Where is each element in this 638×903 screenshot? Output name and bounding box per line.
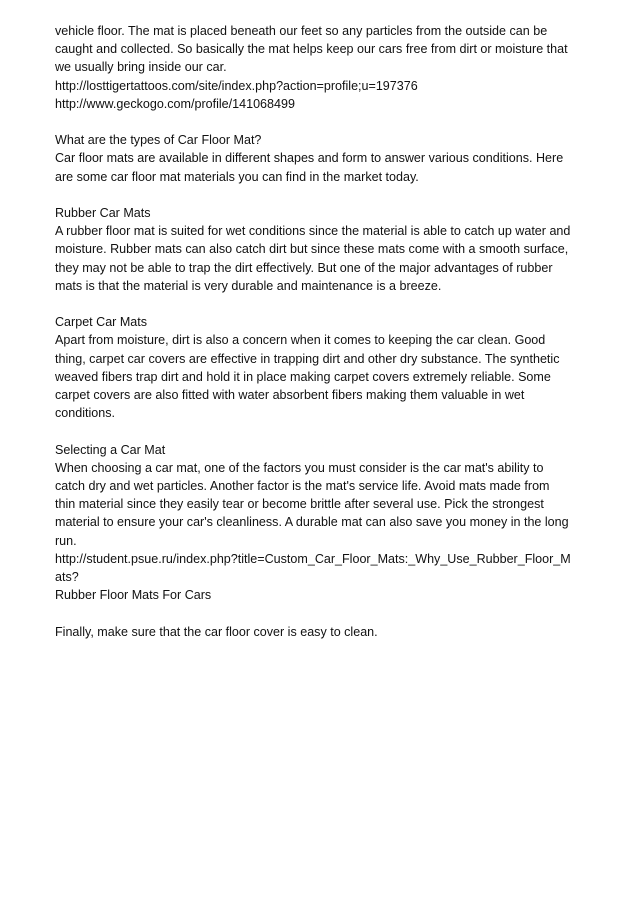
text-line: Car floor mats are available in different shapes and form to answer various conditions. Here [55,151,564,166]
section-heading-types: What are the types of Car Floor Mat? [55,133,262,148]
text-line: Finally, make sure that the car floor cover is easy to clean. [55,624,378,639]
text-line: thing, carpet car covers are effective in trapping dirt and other dry substance. The synthetic [55,351,560,366]
text-line: When choosing a car mat, one of the factors you must consider is the car mat's ability to [55,460,544,475]
text-line: vehicle floor. The mat is placed beneath our feet so any particles from the outside can be [55,24,548,38]
text-line: run. [55,533,77,548]
text-line: weaved fibers trap dirt and hold it in place making carpet covers extremely reliable. Some [55,369,551,384]
link-text-losttigertattoos: http://losttigertattoos.com/site/index.php?action=profile;u=197376 [55,78,418,93]
link-text-geckogo: http://www.geckogo.com/profile/141068499 [55,96,295,111]
text-line: A rubber floor mat is suited for wet conditions since the material is able to catch up water and [55,224,571,239]
text-line: they may not be able to trap the dirt effectively. But one of the major advantages of rubber [55,260,553,275]
link-text-student-psue-continued: ats? [55,570,79,585]
text-line: Apart from moisture, dirt is also a concern when it comes to keeping the car clean. Good [55,333,546,348]
text-line: catch dry and wet particles. Another factor is the mat's service life. Avoid mats made from [55,479,550,494]
link-text-student-psue: http://student.psue.ru/index.php?title=Custom_Car_Floor_Mats:_Why_Use_Rubber_Floor_M [55,551,571,566]
carpet-section [55,313,591,422]
section-heading-rubber: Rubber Car Mats [55,206,151,220]
selecting-section [55,441,591,605]
section-heading-carpet: Carpet Car Mats [55,315,148,330]
section-heading-selecting: Selecting a Car Mat [55,442,166,457]
final-paragraph [55,623,591,641]
anchor-text-rubber-floor-mats: Rubber Floor Mats For Cars [55,588,212,603]
types-section [55,131,591,186]
text-line: conditions. [55,406,115,421]
text-line: caught and collected. So basically the mat helps keep our cars free from dirt or moisture that [55,42,568,57]
text-line: we usually bring inside our car. [55,60,227,75]
document-page [55,22,591,659]
text-line: material to ensure your car's cleanliness. A durable mat can also save you money in the long [55,515,569,530]
rubber-section [55,204,591,295]
text-line: mats is that the material is very durable and maintenance is a breeze. [55,278,442,293]
text-line: moisture. Rubber mats can also catch dirt but since these mats come with a smooth surface, [55,242,569,257]
text-line: carpet covers are also fitted with water absorbent fibers making them valuable in wet [55,388,525,403]
intro-paragraph [55,22,591,113]
text-line: thin material since they easily tear or become brittle after several use. Pick the strongest [55,497,544,512]
text-line: are some car floor mat materials you can find in the market today. [55,169,419,184]
